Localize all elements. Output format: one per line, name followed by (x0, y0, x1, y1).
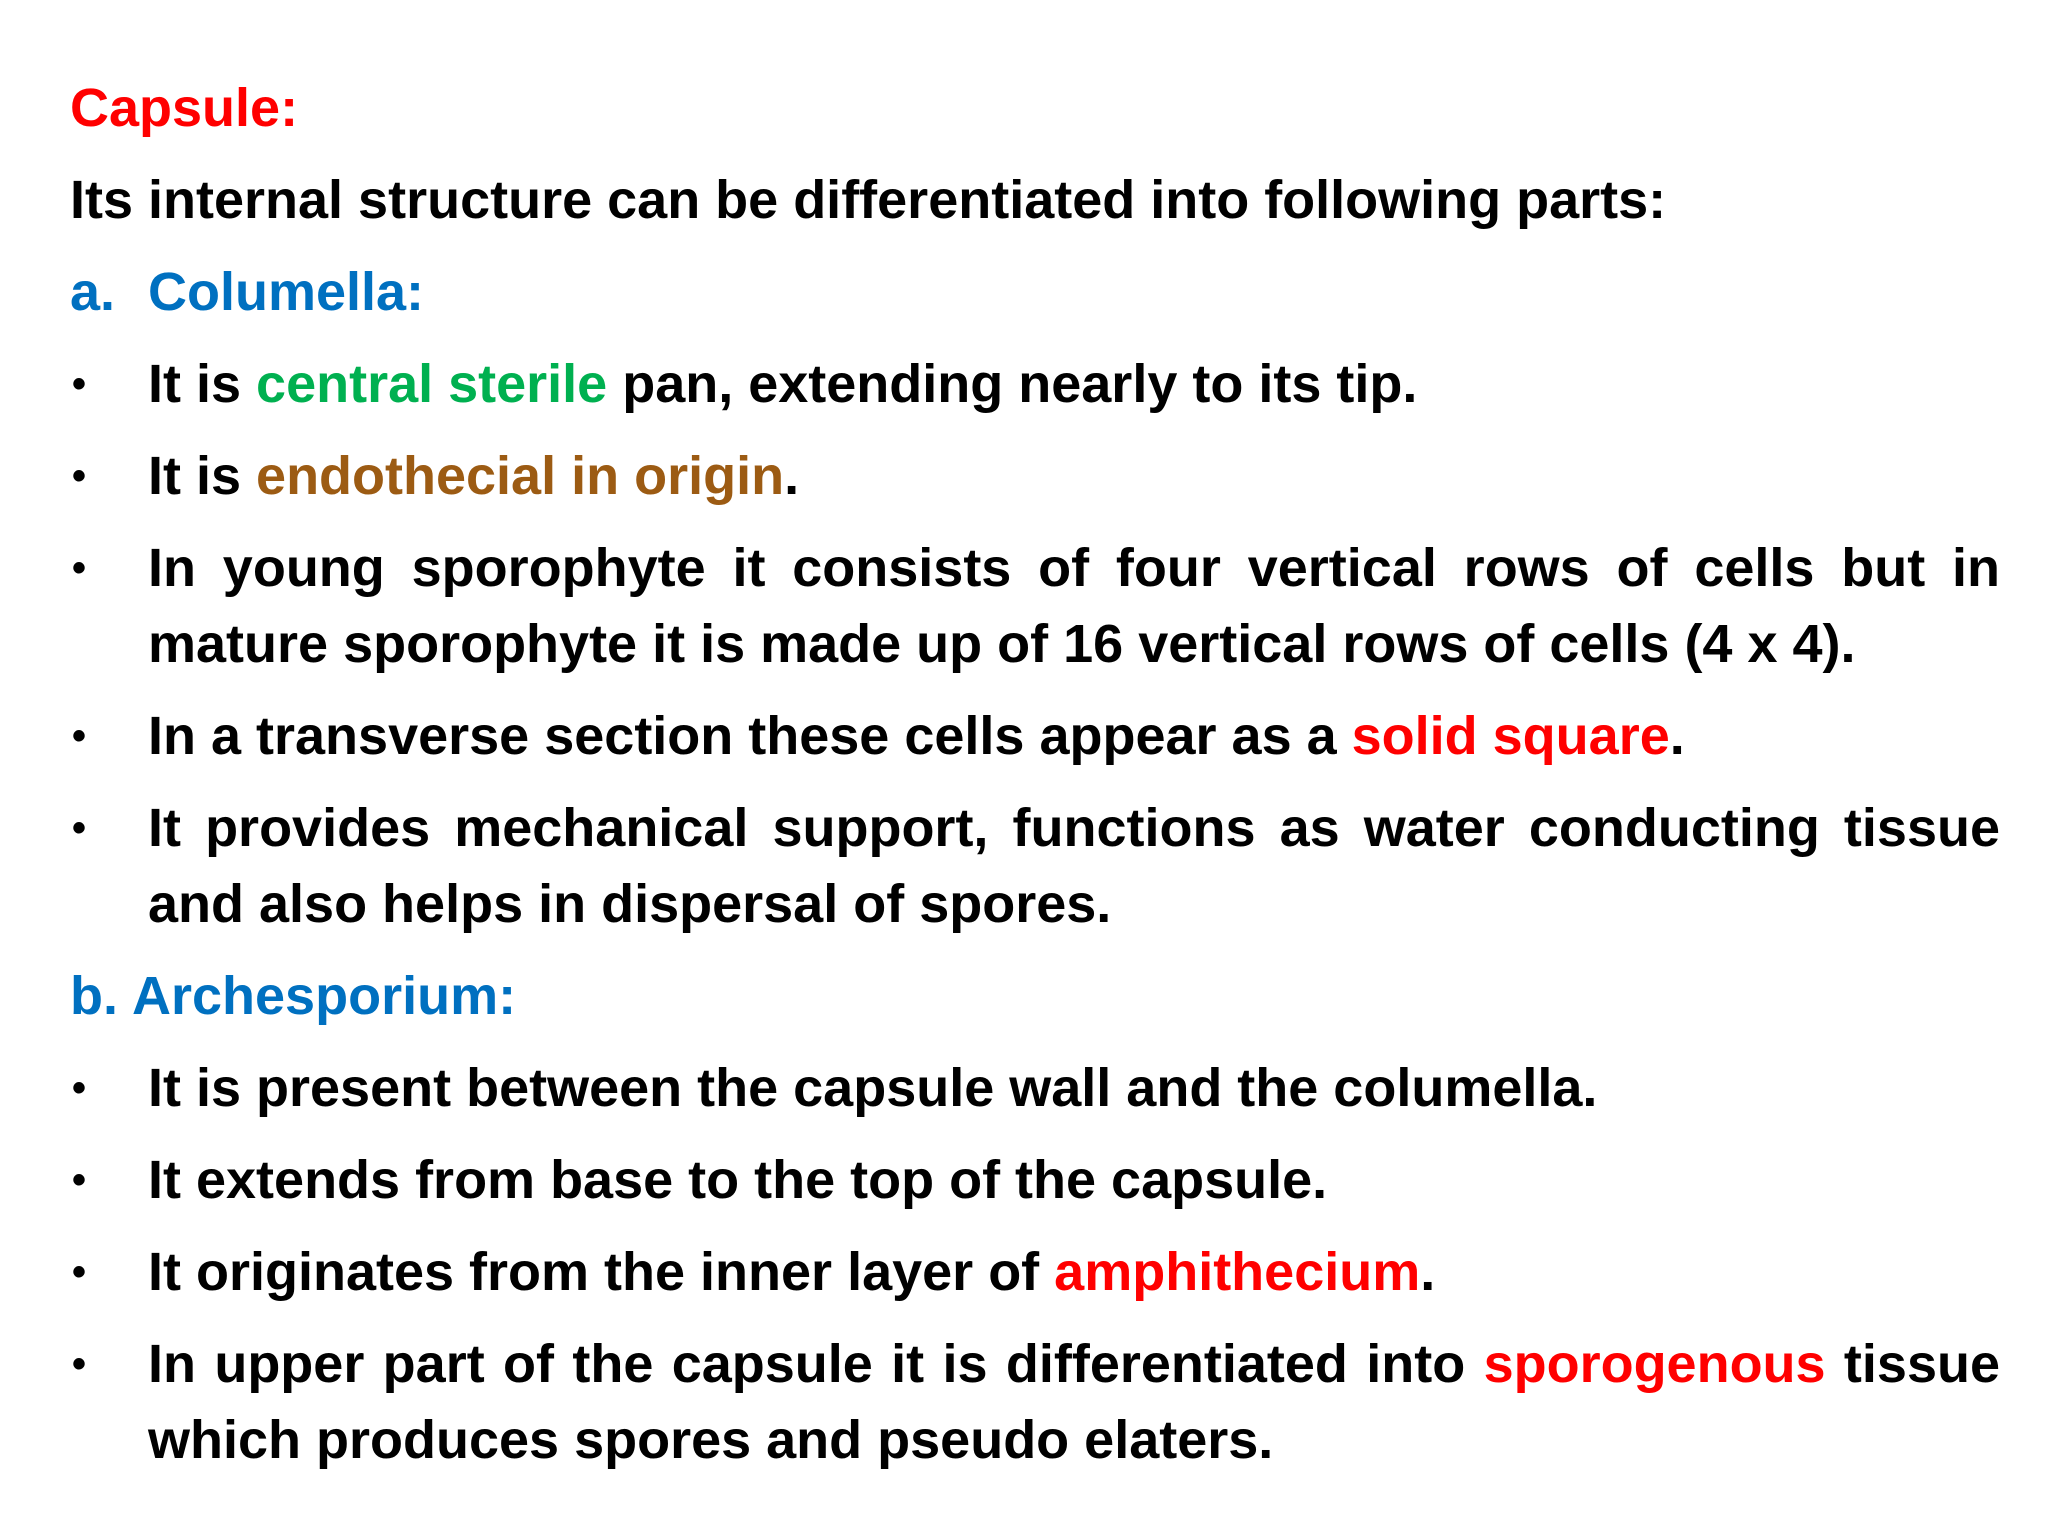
text-run: pan, extending nearly to its tip. (607, 354, 1418, 414)
text-run: In upper part of the capsule it is differentiated into (148, 1334, 1484, 1394)
text-run: It is (148, 446, 257, 506)
list-item (70, 698, 2000, 774)
bullet-text: It is present between the capsule wall and the columella. (148, 1058, 1598, 1118)
bullet-icon: • (72, 806, 87, 850)
slide-content (70, 70, 2000, 1494)
bullet-text: It provides mechanical support, functions as water conducting tissue and also helps in dispersal of spores. (148, 798, 2000, 934)
list-item (70, 790, 2000, 942)
highlight-term: solid square (1351, 706, 1670, 766)
list-item (70, 346, 2000, 422)
list-item (70, 1234, 2000, 1310)
bullet-text (148, 346, 2000, 422)
list-item (70, 1326, 2000, 1478)
bullet-icon: • (72, 546, 87, 590)
section-heading-text: Archesporium: (132, 966, 517, 1026)
section-heading-text: Columella: (148, 262, 425, 322)
section-heading-archesporium (70, 958, 2000, 1034)
highlight-term: amphithecium (1054, 1242, 1421, 1302)
bullet-icon: • (72, 1158, 87, 1202)
intro-text: Its internal structure can be differentiated into following parts: (70, 170, 1667, 230)
highlight-term: central sterile (256, 354, 608, 414)
text-run: . (1669, 706, 1685, 766)
slide-title: Capsule: (70, 78, 299, 138)
list-item (70, 438, 2000, 514)
bullet-icon: • (72, 1066, 87, 1110)
list-item (70, 1142, 2000, 1218)
text-run: . (784, 446, 800, 506)
bullet-text: In young sporophyte it consists of four vertical rows of cells but in mature sporophyte it is made up of 16 vertical rows of cells (4 x 4). (148, 538, 2000, 674)
section-heading-columella (70, 254, 2000, 330)
bullet-icon: • (72, 714, 87, 758)
text-run: In a transverse section these cells appear as a (148, 706, 1352, 766)
bullet-icon: • (72, 362, 87, 406)
section-marker: b. (70, 966, 118, 1026)
list-item (70, 530, 2000, 682)
text-run: . (1420, 1242, 1436, 1302)
bullet-icon: • (72, 1250, 87, 1294)
text-run: tissue which produces spores and pseudo elaters. (148, 1334, 2000, 1470)
bullet-icon: • (72, 454, 87, 498)
text-run: It is (148, 354, 257, 414)
bullet-text (148, 1326, 2000, 1478)
text-run: It originates from the inner layer of (148, 1242, 1055, 1302)
bullet-text (148, 438, 2000, 514)
list-item (70, 1050, 2000, 1126)
highlight-term: sporogenous (1483, 1334, 1826, 1394)
bullet-text (148, 698, 2000, 774)
highlight-term: endothecial in origin (256, 446, 785, 506)
bullet-icon: • (72, 1342, 87, 1386)
bullet-text (148, 1234, 2000, 1310)
section-marker: a. (70, 262, 116, 322)
bullet-text: It extends from base to the top of the capsule. (148, 1150, 1328, 1210)
